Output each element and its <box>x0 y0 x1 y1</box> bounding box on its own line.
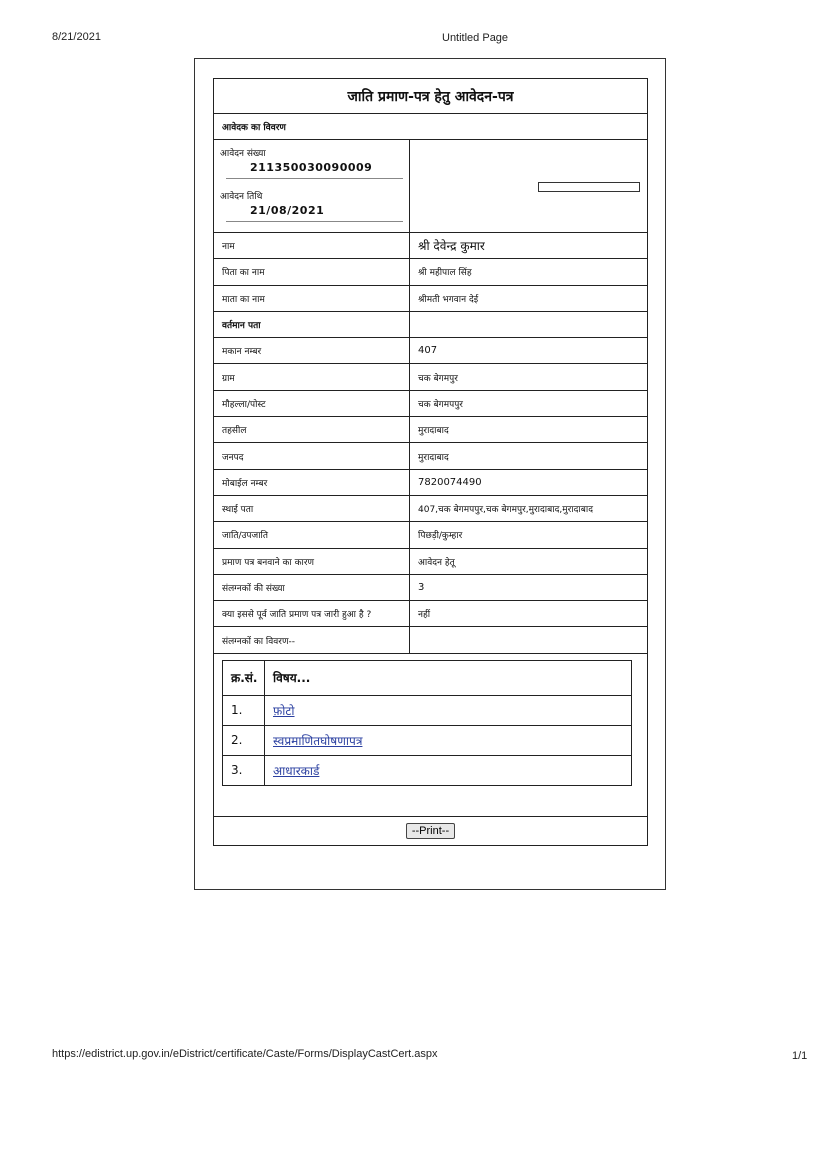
attachment-serial: 1. <box>223 695 265 725</box>
attachment-link-photo[interactable]: फ़ोटो <box>273 703 295 718</box>
locality-post: चक बेगमपपुर <box>410 390 648 416</box>
application-number-label: आवेदन संख्या <box>220 149 266 159</box>
application-form-table <box>213 78 648 846</box>
current-address-value <box>410 311 648 337</box>
print-button[interactable]: --Print-- <box>406 823 455 839</box>
attachments-details-label: संलग्नकों का विवरण-- <box>214 627 410 653</box>
form-title: जाति प्रमाण-पत्र हेतु आवेदन-पत्र <box>214 79 648 114</box>
section-applicant-details: आवेदक का विवरण <box>214 114 648 140</box>
previous-certificate-issued: नहीं <box>410 601 648 627</box>
application-info-cell <box>214 140 410 233</box>
page-title: Untitled Page <box>442 32 509 44</box>
footer-url: https://edistrict.up.gov.in/eDistrict/certificate/Caste/Forms/DisplayCastCert.aspx <box>52 1048 438 1060</box>
row-label: माता का नाम <box>214 285 410 311</box>
mobile-number: 7820074490 <box>410 469 648 495</box>
row-label: स्थाई पता <box>214 495 410 521</box>
district: मुरादाबाद <box>410 443 648 469</box>
application-number: 211350030090009 <box>250 161 373 174</box>
row-label: मकान नम्बर <box>214 338 410 364</box>
table-row <box>223 695 632 725</box>
print-row <box>214 816 648 845</box>
photo-cell <box>410 140 648 233</box>
attachment-link-self-declaration[interactable]: स्वप्रमाणितघोषणापत्र <box>273 733 363 748</box>
col-subject-header: विषय... <box>265 660 632 695</box>
certificate-reason: आवेदन हेतू <box>410 548 648 574</box>
attachment-count: 3 <box>410 574 648 600</box>
row-label: क्या इससे पूर्व जाति प्रमाण पत्र जारी हुआ है ? <box>214 601 410 627</box>
table-row <box>223 725 632 755</box>
row-label: पिता का नाम <box>214 259 410 285</box>
father-name: श्री महीपाल सिंह <box>410 259 648 285</box>
row-label: नाम <box>214 233 410 259</box>
row-label: तहसील <box>214 417 410 443</box>
attachment-link-aadhaar[interactable]: आधारकार्ड <box>273 763 320 778</box>
permanent-address: 407,चक बेगमपपुर,चक बेगमपुर,मुरादाबाद,मुरादाबाद <box>410 495 648 521</box>
row-label: मोबाईल नम्बर <box>214 469 410 495</box>
applicant-name: श्री देवेन्द्र कुमार <box>410 233 648 259</box>
row-label: जनपद <box>214 443 410 469</box>
application-date: 21/08/2021 <box>250 204 325 217</box>
page-count: 1/1 <box>792 1050 808 1062</box>
current-address-heading: वर्तमान पता <box>214 311 410 337</box>
tehsil: मुरादाबाद <box>410 417 648 443</box>
row-label: ग्राम <box>214 364 410 390</box>
col-serial-header: क्र.सं. <box>223 660 265 695</box>
attachments-table <box>222 660 632 786</box>
caste-subcaste: पिछड़ी/कुम्हार <box>410 522 648 548</box>
application-date-label: आवेदन तिथि <box>220 192 263 202</box>
row-label: प्रमाण पत्र बनवाने का कारण <box>214 548 410 574</box>
row-label: संलग्नकों की संख्या <box>214 574 410 600</box>
mother-name: श्रीमती भगवान देई <box>410 285 648 311</box>
table-row <box>223 755 632 785</box>
village: चक बेगमपुर <box>410 364 648 390</box>
photo-placeholder <box>538 182 640 192</box>
row-label: जाति/उपजाति <box>214 522 410 548</box>
attachment-serial: 3. <box>223 755 265 785</box>
print-date: 8/21/2021 <box>52 31 101 43</box>
row-label: मौहल्ला/पोस्ट <box>214 390 410 416</box>
attachments-section <box>214 653 648 816</box>
attachment-serial: 2. <box>223 725 265 755</box>
attachments-details-value <box>410 627 648 653</box>
house-number: 407 <box>410 338 648 364</box>
